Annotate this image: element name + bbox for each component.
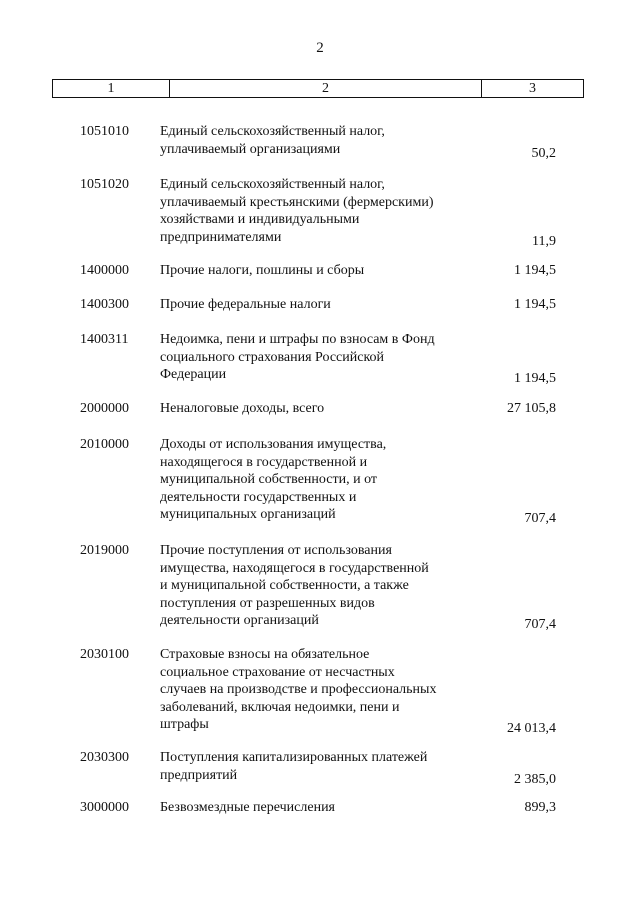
column-header-1: 1 xyxy=(53,80,170,98)
row-name-line: имущества, находящегося в государственной xyxy=(160,560,429,576)
row-name-line: уплачиваемый организациями xyxy=(160,141,341,157)
row-value: 2 385,0 xyxy=(514,771,556,787)
row-name xyxy=(160,436,480,524)
row-code: 2000000 xyxy=(80,401,129,416)
row-name-line: деятельности организаций xyxy=(160,613,319,629)
row-name-line: социального страхования Российской xyxy=(160,349,385,365)
row-code: 1051020 xyxy=(80,177,129,192)
row-name-line: Прочие поступления от использования xyxy=(160,543,392,558)
row-name-line: деятельности государственных и xyxy=(160,489,357,505)
column-header-row xyxy=(53,80,584,98)
row-name-line: предпринимателями xyxy=(160,229,282,245)
row-name xyxy=(160,799,480,817)
row-name-line: Неналоговые доходы, всего xyxy=(160,401,325,416)
row-name xyxy=(160,331,480,384)
row-value: 899,3 xyxy=(524,800,556,815)
row-name-line: Федерации xyxy=(160,367,227,383)
row-value: 24 013,4 xyxy=(507,721,556,737)
row-name xyxy=(160,123,480,158)
row-code: 2010000 xyxy=(80,437,129,452)
row-code: 2030100 xyxy=(80,647,129,662)
row-name xyxy=(160,646,480,734)
page-number: 2 xyxy=(316,40,324,56)
row-name-line: Единый сельскохозяйственный налог, xyxy=(160,124,385,139)
row-code: 1400300 xyxy=(80,297,129,312)
row-value: 27 105,8 xyxy=(507,401,556,416)
row-name-line: и муниципальной собственности, а также xyxy=(160,578,409,594)
row-name-line: поступления от разрешенных видов xyxy=(160,595,375,611)
row-name xyxy=(160,296,480,314)
row-value: 707,4 xyxy=(524,511,556,527)
row-name xyxy=(160,400,480,418)
row-name-line: случаев на производстве и профессиональных xyxy=(160,682,437,698)
row-name-line: Единый сельскохозяйственный налог, xyxy=(160,177,385,192)
row-name xyxy=(160,749,480,784)
row-value: 1 194,5 xyxy=(514,297,556,312)
column-header-2: 2 xyxy=(170,80,482,98)
column-header-table xyxy=(52,79,584,98)
row-name xyxy=(160,542,480,630)
row-name-line: муниципальных организаций xyxy=(160,507,336,523)
row-name-line: Поступления капитализированных платежей xyxy=(160,750,428,765)
row-value: 707,4 xyxy=(524,617,556,633)
row-value: 50,2 xyxy=(531,145,556,161)
row-name-line: заболеваний, включая недоимки, пени и xyxy=(160,699,400,715)
row-value: 11,9 xyxy=(532,233,556,249)
row-code: 2030300 xyxy=(80,750,129,765)
row-name-line: штрафы xyxy=(160,717,209,733)
row-name xyxy=(160,176,480,246)
row-name-line: Безвозмездные перечисления xyxy=(160,800,335,815)
row-name-line: Прочие федеральные налоги xyxy=(160,297,331,312)
row-name-line: Прочие налоги, пошлины и сборы xyxy=(160,263,365,278)
row-name-line: предприятий xyxy=(160,767,238,783)
row-name-line: муниципальной собственности, и от xyxy=(160,472,378,488)
row-code: 3000000 xyxy=(80,800,129,815)
row-value: 1 194,5 xyxy=(514,371,556,387)
row-name xyxy=(160,262,480,280)
row-code: 2019000 xyxy=(80,543,129,558)
row-name-line: находящегося в государственной и xyxy=(160,454,368,470)
row-code: 1400000 xyxy=(80,263,129,278)
row-name-line: хозяйствами и индивидуальными xyxy=(160,212,360,228)
row-name-line: уплачиваемый крестьянскими (фермерскими) xyxy=(160,194,434,210)
row-value: 1 194,5 xyxy=(514,263,556,278)
row-name-line: социальное страхование от несчастных xyxy=(160,664,395,680)
column-header-3: 3 xyxy=(482,80,584,98)
row-code: 1051010 xyxy=(80,124,129,139)
row-code: 1400311 xyxy=(80,332,129,347)
row-name-line: Недоимка, пени и штрафы по взносам в Фонд xyxy=(160,332,435,347)
row-name-line: Страховые взносы на обязательное xyxy=(160,647,370,662)
row-name-line: Доходы от использования имущества, xyxy=(160,437,387,452)
